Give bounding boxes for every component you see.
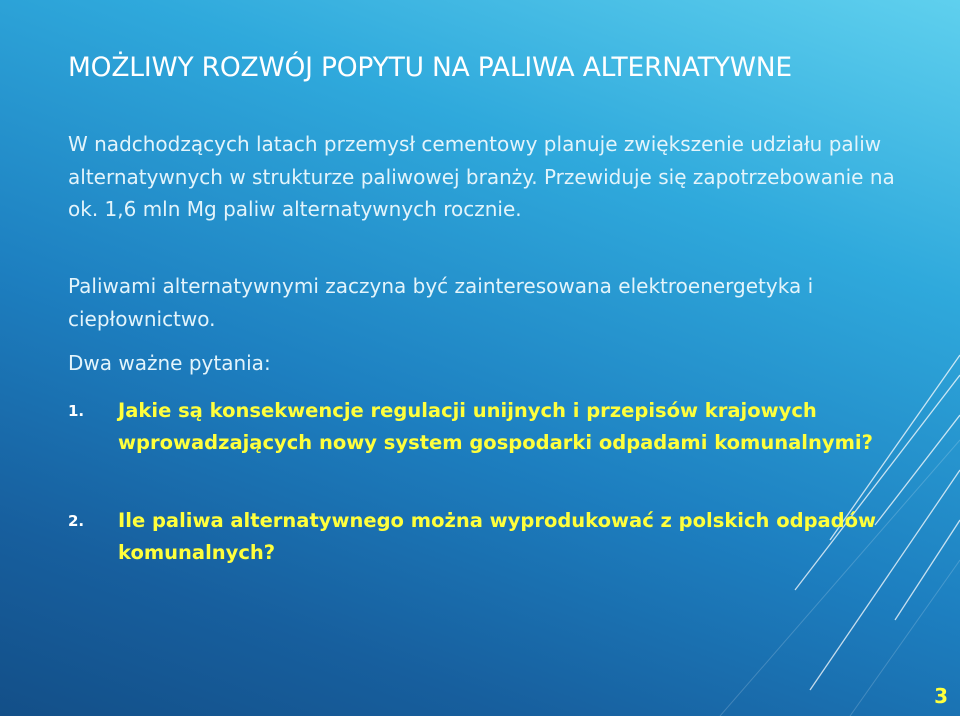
question-text: Ile paliwa alternatywnego można wyprodukować z polskich odpadów komunalnych? xyxy=(118,509,877,564)
question-text: Jakie są konsekwencje regulacji unijnych i przepisów krajowych wprowadzających nowy system gospodarki odpadami komunalnymi? xyxy=(118,399,873,454)
paragraph-energy-sector: Paliwami alternatywnymi zaczyna być zainteresowana elektroenergetyka i ciepłownictwo. xyxy=(68,274,814,331)
slide-title: MOŻLIWY ROZWÓJ POPYTU NA PALIWA ALTERNATYWNE xyxy=(68,52,792,83)
deco-line xyxy=(895,520,960,620)
deco-line xyxy=(810,470,960,690)
question-item xyxy=(68,395,898,459)
question-number: 1. xyxy=(68,402,85,420)
deco-line-faint xyxy=(720,440,960,716)
question-item xyxy=(68,505,898,569)
page-number: 3 xyxy=(934,684,948,708)
paragraph-questions-intro: Dwa ważne pytania: xyxy=(68,351,271,375)
paragraph-cement-industry: W nadchodzących latach przemysł cementowy planuje zwiększenie udziału paliw alternatywnych w strukturze paliwowej branży. Przewiduje się zapotrzebowanie na ok. 1,6 mln Mg paliw alternatywnych rocznie. xyxy=(68,132,895,221)
question-number: 2. xyxy=(68,512,85,530)
